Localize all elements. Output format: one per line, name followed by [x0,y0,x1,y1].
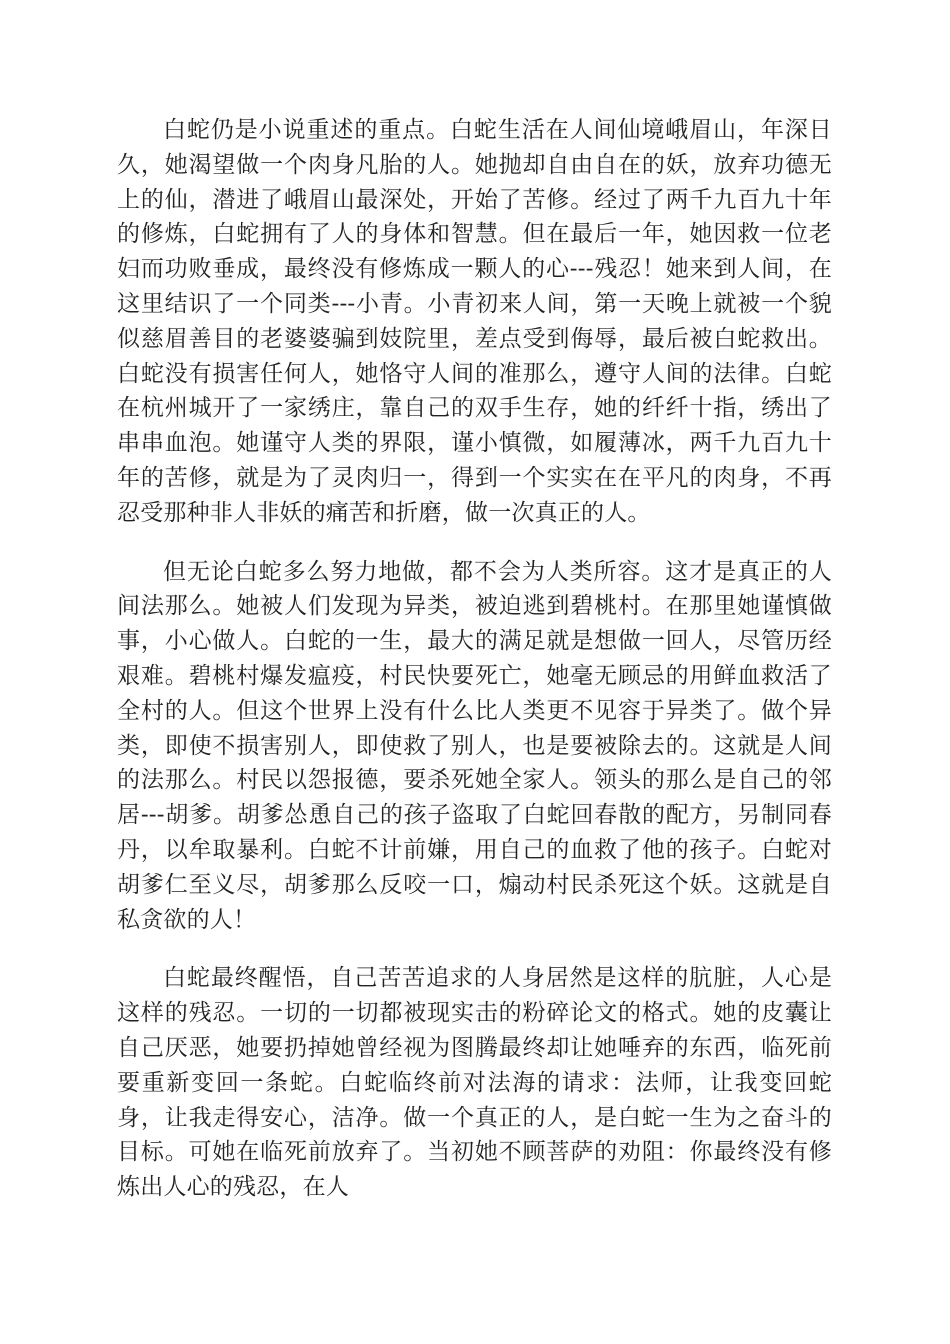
paragraph-2: 但无论白蛇多么努力地做，都不会为人类所容。这才是真正的人间法那么。她被人们发现为异类，被迫逃到碧桃村。在那里她谨慎做事，小心做人。白蛇的一生，最大的满足就是想做一回人，尽管历经艰难。碧桃村爆发瘟疫，村民快要死亡，她毫无顾忌的用鲜血救活了全村的人。但这个世界上没有什么比人类更不见容于异类了。做个异类，即使不损害别人，即使救了别人，也是要被除去的。这就是人间的法那么。村民以怨报德，要杀死她全家人。领头的那么是自己的邻居---胡爹。胡爹怂恿自己的孩子盗取了白蛇回春散的配方，另制同春丹，以牟取暴利。白蛇不计前嫌，用自己的血救了他的孩子。白蛇对胡爹仁至义尽，胡爹那么反咬一口，煽动村民杀死这个妖。这就是自私贪欲的人！ [117,558,832,933]
document-body [117,113,832,1205]
paragraph-1: 白蛇仍是小说重述的重点。白蛇生活在人间仙境峨眉山，年深日久，她渴望做一个肉身凡胎的人。她抛却自由自在的妖，放弃功德无上的仙，潜进了峨眉山最深处，开始了苦修。经过了两千九百九十年的修炼，白蛇拥有了人的身体和智慧。但在最后一年，她因救一位老妇而功败垂成，最终没有修炼成一颗人的心---残忍！她来到人间，在这里结识了一个同类---小青。小青初来人间，第一天晚上就被一个貌似慈眉善目的老婆婆骗到妓院里，差点受到侮辱，最后被白蛇救出。白蛇没有损害任何人，她恪守人间的准那么，遵守人间的法律。白蛇在杭州城开了一家绣庄，靠自己的双手生存，她的纤纤十指，绣出了串串血泡。她谨守人类的界限，谨小慎微，如履薄冰，两千九百九十年的苦修，就是为了灵肉归一，得到一个实实在在平凡的肉身，不再忍受那种非人非妖的痛苦和折磨，做一次真正的人。 [117,117,832,526]
paragraph-3: 白蛇最终醒悟，自己苦苦追求的人身居然是这样的肮脏，人心是这样的残忍。一切的一切都被现实击的粉碎论文的格式。她的皮囊让自己厌恶，她要扔掉她曾经视为图腾最终却让她唾弃的东西，临死前要重新变回一条蛇。白蛇临终前对法海的请求：法师，让我变回蛇身，让我走得安心，洁净。做一个真正的人，是白蛇一生为之奋斗的目标。可她在临死前放弃了。当初她不顾菩萨的劝阻：你最终没有修炼出人心的残忍，在人 [117,965,832,1201]
